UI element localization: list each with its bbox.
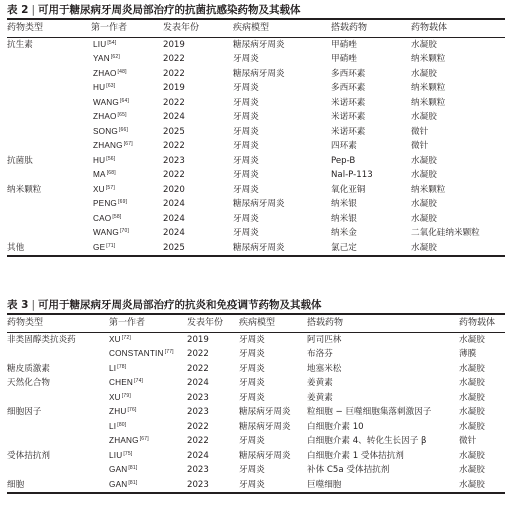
table-row bbox=[7, 110, 505, 125]
loaded-drug-cell: 纳米银 bbox=[331, 199, 357, 209]
carrier-cell: 水凝胶 bbox=[459, 378, 485, 388]
disease-model-cell: 糖尿病牙周炎 bbox=[239, 450, 291, 461]
year-cell: 2024 bbox=[163, 112, 185, 122]
loaded-drug-cell: 氧化亚铜 bbox=[331, 184, 366, 195]
disease-model-cell: 糖尿病牙周炎 bbox=[239, 421, 291, 432]
table-row bbox=[7, 463, 505, 478]
year-cell: 2022 bbox=[163, 68, 185, 79]
table-3-header-row bbox=[7, 315, 505, 332]
disease-model-cell: 牙周炎 bbox=[239, 479, 265, 490]
disease-model-cell: 牙周炎 bbox=[239, 378, 265, 388]
author-name: GAN bbox=[109, 479, 128, 489]
table-2-caption bbox=[7, 4, 505, 18]
year-cell: 2023 bbox=[187, 407, 209, 417]
first-author-cell bbox=[93, 241, 115, 256]
caption-separator: | bbox=[31, 299, 36, 311]
carrier-cell: 水凝胶 bbox=[459, 421, 485, 432]
table-2-number: 表 2 bbox=[7, 4, 29, 16]
author-name: MA bbox=[93, 170, 106, 179]
first-author-cell bbox=[109, 449, 132, 464]
disease-model-cell: 牙周炎 bbox=[233, 141, 259, 151]
carrier-cell: 水凝胶 bbox=[411, 112, 437, 122]
carrier-cell: 水凝胶 bbox=[411, 213, 437, 224]
reference-number: [79] bbox=[121, 392, 131, 399]
reference-number: [70] bbox=[119, 228, 130, 234]
loaded-drug-cell: 巨噬细胞 bbox=[307, 479, 342, 490]
table-2-header-row bbox=[7, 20, 505, 37]
year-cell: 2022 bbox=[163, 170, 185, 180]
header-loaded-drug: 搭载药物 bbox=[331, 22, 368, 33]
first-author-cell bbox=[93, 96, 129, 111]
disease-model-cell: 牙周炎 bbox=[239, 363, 265, 374]
loaded-drug-cell: 白细胞介素 1 受体拮抗剂 bbox=[307, 450, 404, 461]
table-row bbox=[7, 38, 505, 53]
year-cell: 2023 bbox=[187, 479, 209, 490]
loaded-drug-cell: 白细胞介素 10 bbox=[307, 421, 364, 432]
carrier-cell: 水凝胶 bbox=[411, 199, 437, 209]
disease-model-cell: 牙周炎 bbox=[233, 155, 259, 166]
table-row bbox=[7, 212, 505, 227]
carrier-cell: 微针 bbox=[411, 141, 429, 151]
loaded-drug-cell: 布洛芬 bbox=[307, 349, 333, 359]
author-name: GAN bbox=[109, 465, 128, 474]
drug-type-cell: 天然化合物 bbox=[7, 378, 50, 388]
author-name: ZHANG bbox=[109, 436, 139, 445]
table-3-number: 表 3 bbox=[7, 299, 29, 311]
table-row bbox=[7, 405, 505, 420]
disease-model-cell: 牙周炎 bbox=[233, 54, 259, 64]
loaded-drug-cell: 粒细胞 − 巨噬细胞集落刺激因子 bbox=[307, 407, 432, 417]
header-first-author: 第一作者 bbox=[109, 317, 146, 328]
table-row bbox=[7, 420, 505, 435]
reference-number: [67] bbox=[123, 141, 133, 147]
loaded-drug-cell: Nal-P-113 bbox=[331, 170, 373, 180]
loaded-drug-cell: 补体 C5a 受体拮抗剂 bbox=[307, 465, 390, 475]
author-name: WANG bbox=[93, 97, 119, 107]
year-cell: 2019 bbox=[187, 334, 209, 345]
author-name: LI bbox=[109, 421, 117, 431]
caption-separator: | bbox=[31, 4, 36, 16]
carrier-cell: 水凝胶 bbox=[459, 465, 485, 475]
table-row bbox=[7, 241, 505, 256]
reference-number: [66] bbox=[118, 126, 129, 133]
disease-model-cell: 糖尿病牙周炎 bbox=[233, 39, 285, 50]
carrier-cell: 水凝胶 bbox=[459, 479, 485, 490]
carrier-cell: 微针 bbox=[411, 126, 429, 137]
author-name: CAO bbox=[93, 213, 112, 223]
first-author-cell bbox=[93, 226, 129, 241]
header-first-author: 第一作者 bbox=[91, 22, 128, 33]
first-author-cell bbox=[109, 333, 131, 348]
loaded-drug-cell: 米诺环素 bbox=[331, 126, 366, 137]
author-name: ZHAO bbox=[93, 112, 117, 121]
loaded-drug-cell: 纳米银 bbox=[331, 213, 357, 224]
table-3-caption bbox=[7, 299, 505, 313]
reference-number: [81] bbox=[128, 465, 138, 471]
table-row bbox=[7, 125, 505, 140]
first-author-cell bbox=[93, 81, 115, 96]
table-row bbox=[7, 391, 505, 406]
table-row bbox=[7, 478, 505, 493]
reference-number: [78] bbox=[117, 363, 127, 370]
reference-number: [48] bbox=[117, 68, 127, 75]
first-author-cell bbox=[93, 139, 133, 154]
reference-number: [69] bbox=[118, 199, 128, 205]
header-carrier: 药物载体 bbox=[411, 22, 448, 33]
carrier-cell: 纳米颗粒 bbox=[411, 184, 446, 195]
reference-number: [77] bbox=[164, 349, 174, 355]
reference-number: [71] bbox=[106, 242, 116, 249]
year-cell: 2024 bbox=[163, 213, 185, 224]
header-carrier: 药物载体 bbox=[459, 317, 496, 328]
year-cell: 2022 bbox=[163, 54, 185, 64]
drug-type-cell: 其他 bbox=[7, 242, 25, 253]
table-row bbox=[7, 96, 505, 111]
author-name: HU bbox=[93, 83, 106, 92]
year-cell: 2025 bbox=[163, 242, 185, 253]
header-loaded-drug: 搭载药物 bbox=[307, 317, 344, 328]
year-cell: 2022 bbox=[163, 97, 185, 108]
first-author-cell bbox=[93, 110, 127, 125]
carrier-cell: 水凝胶 bbox=[459, 450, 485, 461]
reference-number: [57] bbox=[105, 184, 115, 191]
author-name: XU bbox=[93, 184, 105, 194]
disease-model-cell: 牙周炎 bbox=[239, 465, 265, 475]
disease-model-cell: 牙周炎 bbox=[233, 184, 259, 195]
carrier-cell: 水凝胶 bbox=[411, 68, 437, 79]
disease-model-cell: 牙周炎 bbox=[233, 213, 259, 224]
carrier-cell: 薄膜 bbox=[459, 349, 477, 359]
author-name: LIU bbox=[93, 39, 107, 49]
disease-model-cell: 糖尿病牙周炎 bbox=[233, 242, 285, 253]
carrier-cell: 微针 bbox=[459, 436, 477, 446]
author-name: CONSTANTIN bbox=[109, 349, 164, 358]
disease-model-cell: 牙周炎 bbox=[233, 83, 259, 93]
bottom-rule bbox=[7, 255, 505, 257]
year-cell: 2022 bbox=[187, 421, 209, 432]
loaded-drug-cell: 甲硝唑 bbox=[331, 39, 357, 50]
drug-type-cell: 细胞因子 bbox=[7, 407, 42, 417]
loaded-drug-cell: 米诺环素 bbox=[331, 97, 366, 108]
reference-number: [76] bbox=[127, 407, 137, 413]
reference-number: [58] bbox=[112, 213, 122, 220]
disease-model-cell: 牙周炎 bbox=[233, 228, 259, 238]
first-author-cell bbox=[109, 420, 126, 435]
author-name: HU bbox=[93, 155, 106, 165]
carrier-cell: 水凝胶 bbox=[411, 242, 437, 253]
reference-number: [64] bbox=[119, 97, 130, 104]
header-year: 发表年份 bbox=[163, 22, 200, 33]
loaded-drug-cell: 地塞米松 bbox=[307, 363, 342, 374]
loaded-drug-cell: 氯己定 bbox=[331, 242, 357, 253]
table-2-title: 可用于糖尿病牙周炎局部治疗的抗菌抗感染药物及其载体 bbox=[38, 4, 301, 16]
carrier-cell: 水凝胶 bbox=[459, 392, 485, 403]
table-3-body bbox=[7, 333, 505, 493]
disease-model-cell: 糖尿病牙周炎 bbox=[233, 68, 285, 79]
year-cell: 2022 bbox=[187, 436, 209, 446]
first-author-cell bbox=[109, 347, 174, 362]
disease-model-cell: 牙周炎 bbox=[233, 170, 259, 180]
table-3-title: 可用于糖尿病牙周炎局部治疗的抗炎和免疫调节药物及其载体 bbox=[38, 299, 322, 311]
loaded-drug-cell: 纳米金 bbox=[331, 228, 357, 238]
year-cell: 2019 bbox=[163, 39, 185, 50]
header-year: 发表年份 bbox=[187, 317, 224, 328]
first-author-cell bbox=[109, 362, 126, 377]
reference-number: [75] bbox=[123, 450, 133, 457]
reference-number: [67] bbox=[139, 436, 149, 442]
header-drug-type: 药物类型 bbox=[7, 22, 44, 33]
author-name: ZHANG bbox=[93, 141, 123, 150]
year-cell: 2024 bbox=[163, 199, 185, 209]
first-author-cell bbox=[93, 168, 116, 183]
table-row bbox=[7, 139, 505, 154]
table-row bbox=[7, 226, 505, 241]
carrier-cell: 水凝胶 bbox=[459, 334, 485, 345]
table-row bbox=[7, 434, 505, 449]
carrier-cell: 纳米颗粒 bbox=[411, 54, 446, 64]
first-author-cell bbox=[93, 67, 127, 82]
reference-number: [54] bbox=[107, 39, 117, 46]
year-cell: 2023 bbox=[187, 392, 209, 403]
reference-number: [65] bbox=[117, 112, 127, 118]
table-row bbox=[7, 81, 505, 96]
drug-type-cell: 纳米颗粒 bbox=[7, 184, 42, 195]
table-row bbox=[7, 52, 505, 67]
first-author-cell bbox=[93, 197, 127, 212]
drug-type-cell: 受体拮抗剂 bbox=[7, 450, 50, 461]
disease-model-cell: 牙周炎 bbox=[233, 126, 259, 137]
first-author-cell bbox=[93, 154, 115, 169]
first-author-cell bbox=[109, 478, 137, 493]
loaded-drug-cell: 米诺环素 bbox=[331, 112, 366, 122]
drug-type-cell: 抗菌肽 bbox=[7, 155, 33, 166]
year-cell: 2024 bbox=[163, 228, 185, 238]
table-row bbox=[7, 168, 505, 183]
table-row bbox=[7, 183, 505, 198]
disease-model-cell: 牙周炎 bbox=[239, 349, 265, 359]
first-author-cell bbox=[109, 376, 143, 391]
first-author-cell bbox=[109, 463, 137, 478]
year-cell: 2022 bbox=[187, 349, 209, 359]
first-author-cell bbox=[109, 434, 149, 449]
loaded-drug-cell: 白细胞介素 4、转化生长因子 β bbox=[307, 436, 427, 446]
header-disease-model: 疾病模型 bbox=[233, 22, 270, 33]
loaded-drug-cell: 姜黄素 bbox=[307, 378, 333, 388]
reference-number: [72] bbox=[121, 334, 131, 341]
carrier-cell: 水凝胶 bbox=[411, 155, 437, 166]
loaded-drug-cell: 姜黄素 bbox=[307, 392, 333, 403]
reference-number: [56] bbox=[106, 155, 116, 162]
loaded-drug-cell: 甲硝唑 bbox=[331, 54, 357, 64]
loaded-drug-cell: 四环素 bbox=[331, 141, 357, 151]
carrier-cell: 纳米颗粒 bbox=[411, 97, 446, 108]
author-name: LI bbox=[109, 363, 117, 373]
year-cell: 2023 bbox=[187, 465, 209, 475]
table-row bbox=[7, 197, 505, 212]
loaded-drug-cell: 多西环素 bbox=[331, 83, 366, 93]
author-name: LIU bbox=[109, 450, 123, 460]
disease-model-cell: 糖尿病牙周炎 bbox=[233, 199, 285, 209]
first-author-cell bbox=[93, 212, 121, 227]
table-row bbox=[7, 376, 505, 391]
disease-model-cell: 糖尿病牙周炎 bbox=[239, 407, 291, 417]
table-2-body bbox=[7, 38, 505, 256]
drug-type-cell: 非类固醇类抗炎药 bbox=[7, 334, 76, 345]
year-cell: 2020 bbox=[163, 184, 185, 195]
table-row bbox=[7, 333, 505, 348]
reference-number: [80] bbox=[117, 421, 127, 428]
author-name: SONG bbox=[93, 126, 118, 136]
disease-model-cell: 牙周炎 bbox=[239, 392, 265, 403]
loaded-drug-cell: Pep-B bbox=[331, 155, 356, 166]
loaded-drug-cell: 阿司匹林 bbox=[307, 334, 342, 345]
first-author-cell bbox=[93, 183, 115, 198]
drug-type-cell: 细胞 bbox=[7, 479, 25, 490]
reference-number: [63] bbox=[106, 83, 116, 89]
table-row bbox=[7, 362, 505, 377]
header-drug-type: 药物类型 bbox=[7, 317, 44, 328]
table-row bbox=[7, 154, 505, 169]
first-author-cell bbox=[109, 391, 131, 406]
year-cell: 2022 bbox=[187, 363, 209, 374]
disease-model-cell: 牙周炎 bbox=[239, 436, 265, 446]
author-name: CHEN bbox=[109, 378, 133, 387]
bottom-rule bbox=[7, 492, 505, 494]
carrier-cell: 水凝胶 bbox=[459, 407, 485, 417]
year-cell: 2024 bbox=[187, 378, 209, 388]
carrier-cell: 二氧化硅纳米颗粒 bbox=[411, 228, 480, 238]
reference-number: [81] bbox=[128, 479, 138, 486]
carrier-cell: 纳米颗粒 bbox=[411, 83, 446, 93]
header-disease-model: 疾病模型 bbox=[239, 317, 276, 328]
carrier-cell: 水凝胶 bbox=[411, 170, 437, 180]
author-name: GE bbox=[93, 242, 106, 252]
year-cell: 2025 bbox=[163, 126, 185, 137]
table-3 bbox=[7, 299, 505, 494]
reference-number: [74] bbox=[134, 378, 144, 384]
author-name: XU bbox=[109, 334, 121, 344]
table-2 bbox=[7, 4, 505, 257]
reference-number: [62] bbox=[110, 54, 120, 60]
author-name: PENG bbox=[93, 199, 118, 208]
loaded-drug-cell: 多西环素 bbox=[331, 68, 366, 79]
disease-model-cell: 牙周炎 bbox=[233, 112, 259, 122]
drug-type-cell: 抗生素 bbox=[7, 39, 33, 50]
author-name: ZHU bbox=[109, 407, 127, 416]
author-name: ZHAO bbox=[93, 68, 117, 78]
first-author-cell bbox=[93, 52, 120, 67]
author-name: YAN bbox=[93, 54, 110, 63]
disease-model-cell: 牙周炎 bbox=[239, 334, 265, 345]
carrier-cell: 水凝胶 bbox=[411, 39, 437, 50]
reference-number: [68] bbox=[106, 170, 116, 176]
first-author-cell bbox=[93, 125, 128, 140]
year-cell: 2024 bbox=[187, 450, 209, 461]
year-cell: 2022 bbox=[163, 141, 185, 151]
table-row bbox=[7, 449, 505, 464]
year-cell: 2023 bbox=[163, 155, 185, 166]
first-author-cell bbox=[93, 38, 116, 53]
first-author-cell bbox=[109, 405, 137, 420]
table-row bbox=[7, 347, 505, 362]
table-row bbox=[7, 67, 505, 82]
author-name: XU bbox=[109, 392, 121, 402]
disease-model-cell: 牙周炎 bbox=[233, 97, 259, 108]
author-name: WANG bbox=[93, 228, 119, 237]
carrier-cell: 水凝胶 bbox=[459, 363, 485, 374]
drug-type-cell: 糖皮质激素 bbox=[7, 363, 50, 374]
year-cell: 2019 bbox=[163, 83, 185, 93]
